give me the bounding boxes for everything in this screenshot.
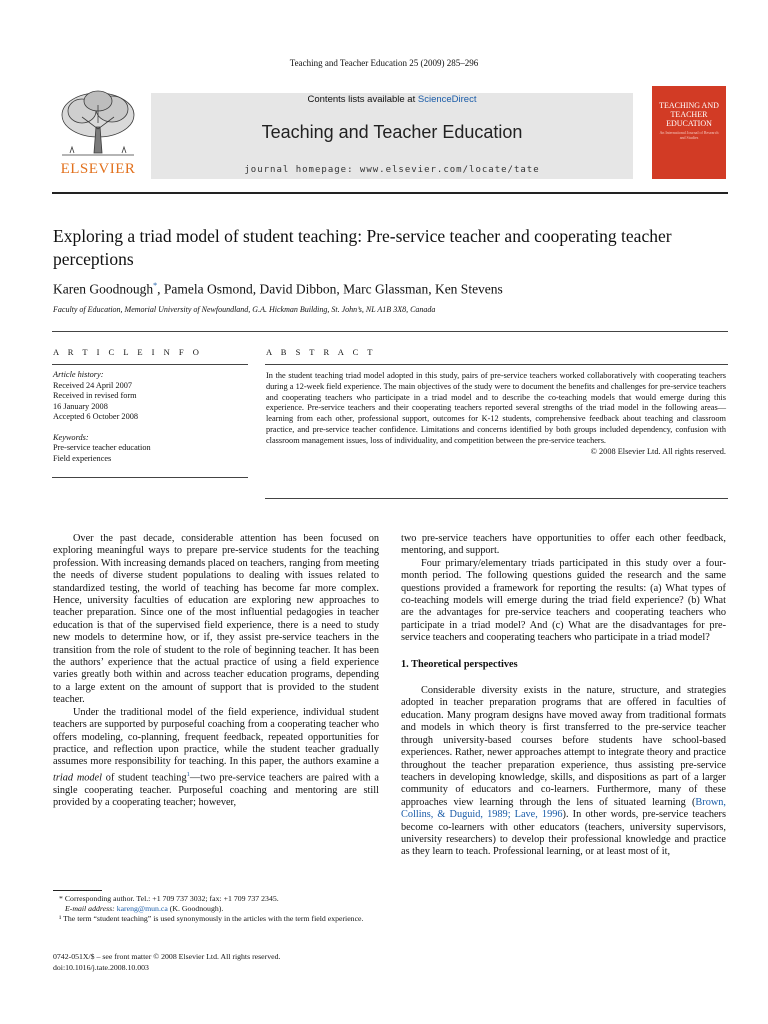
other-authors: , Pamela Osmond, David Dibbon, Marc Glassman, Ken Stevens — [157, 281, 503, 297]
text-run: —two pre-service teachers are paired with a single cooperating teacher. Purposeful coaching and mentoring are still provided by a cooperating teacher; however, — [53, 772, 379, 808]
text-run: Under the traditional model of the field experience, individual student teachers are supported by purposeful coaching from a cooperating teacher who offers modeling, co-planning, frequent feedback, repeated opportunities for practice, and reflection upon practice, while the student teacher gradually assumes more responsibility for teaching. In this paper, the authors examine a — [53, 706, 379, 768]
contents-prefix: Contents lists available at — [307, 94, 418, 105]
first-author: Karen Goodnough — [53, 281, 154, 297]
text-run: ). In other words, pre-service teachers become co-learners with other educators (teachers, university supervisors, university researchers) to develop their professional knowledge and practice as they learn to teach. Professional learning, or at least most of it, — [401, 809, 726, 858]
email-name: (K. Goodnough). — [167, 904, 224, 913]
footnote-rule — [53, 890, 102, 891]
sciencedirect-link[interactable]: ScienceDirect — [417, 94, 477, 105]
text-run: Considerable diversity exists in the nature, structure, and strategies adopted in teacher preparation programs that are offered in faculties of education. Many program designs have moved away from traditional formats and models in which theory is first transferred to the pre-service teacher through university-based courses before students have school-based experiences. Rather, newer approaches attempt to integrate theory and practice throughout the teacher preparation experience, thus assisting pre-service teachers in developing knowledge, skills, and dispositions as part of a larger community of educators and co-learners. Furthermore, many of these approaches view learning through the lens of situated learning ( — [401, 685, 726, 808]
journal-homepage-link[interactable]: journal homepage: www.elsevier.com/locate/tate — [244, 165, 540, 175]
article-info — [53, 370, 248, 464]
cover-title: TEACHING AND TEACHER EDUCATION — [659, 101, 719, 128]
journal-cover-image — [652, 86, 726, 179]
body-paragraph: two pre-service teachers have opportunities to offer each other feedback, mentoring, and support. — [401, 533, 726, 557]
publication-info — [53, 951, 280, 973]
body-paragraph — [53, 707, 379, 810]
history-item: Accepted 6 October 2008 — [53, 412, 139, 421]
doi-line[interactable]: doi:10.1016/j.tate.2008.10.003 — [53, 963, 149, 972]
text-run: of student teaching — [102, 772, 187, 784]
abstract-body: In the student teaching triad model adopted in this study, pairs of pre-service teachers worked collaboratively with cooperating teachers during a 12-week field experience. The main objectives of the study were to document the benefits and challenges for pre-service teachers and cooperating teachers who participate in a triad model and to describe the co-teaching models that would emerge during this experience. Pre-service teachers and their cooperating teachers reported several strengths of the triad model in the following areas—learning from each other, professional support, outcomes for K-12 students, comprehensive feedback about teaching and classroom practice, and pre-service teacher confidence. Limitations and concerns identified by both groups included dependency, confusion with classroom management issues, loss of individuality, and competition between the pre-service teachers. — [266, 371, 726, 445]
body-column-left — [53, 533, 379, 809]
text-emphasis: triad model — [53, 772, 102, 784]
history-item: 16 January 2008 — [53, 401, 108, 411]
divider — [265, 364, 728, 365]
article-info-heading: A R T I C L E I N F O — [53, 347, 203, 357]
elsevier-tree-logo — [52, 87, 144, 179]
corresponding-mark[interactable]: * — [153, 281, 158, 290]
issn-line: 0742-051X/$ – see front matter © 2008 Elsevier Ltd. All rights reserved. — [53, 952, 281, 961]
journal-reference: Teaching and Teacher Education 25 (2009) 285–296 — [289, 58, 479, 68]
affiliation: Faculty of Education, Memorial University of Newfoundland, G.A. Hickman Building, St. John’s, NL A1B 3X8, Canada — [53, 305, 436, 314]
keyword: Pre-service teacher education — [53, 443, 151, 452]
copyright: © 2008 Elsevier Ltd. All rights reserved. — [590, 446, 726, 456]
footnote-1: ¹ The term “student teaching” is used synonymously in the articles with the term field experience. — [59, 914, 364, 923]
history-label: Article history: — [53, 370, 104, 379]
abstract — [266, 371, 726, 457]
article-title: Exploring a triad model of student teaching: Pre-service teacher and cooperating teacher perceptions — [53, 226, 672, 269]
author-list — [53, 281, 503, 298]
elsevier-wordmark: ELSEVIER — [60, 161, 136, 177]
footnotes — [53, 894, 379, 924]
email-label: E-mail address: — [65, 904, 115, 913]
footnote-corresponding: * Corresponding author. Tel.: +1 709 737 3032; fax: +1 709 737 2345. — [59, 894, 279, 903]
keyword: Field experiences — [53, 453, 112, 463]
tree-icon — [52, 87, 144, 161]
cover-subtitle: An International Journal of Research and Studies — [659, 130, 719, 140]
abstract-heading: A B S T R A C T — [266, 347, 376, 357]
email-link[interactable]: kareng@mun.ca — [116, 904, 168, 913]
divider — [52, 364, 248, 365]
section-heading: 1. Theoretical perspectives — [401, 658, 518, 670]
journal-name: Teaching and Teacher Education — [261, 122, 523, 142]
body-paragraph — [401, 685, 726, 859]
keywords-label: Keywords: — [53, 432, 89, 442]
divider — [265, 498, 728, 499]
history-item: Received in revised form — [53, 391, 137, 400]
body-paragraph: Over the past decade, considerable attention has been focused on exploring meaningful ways to prepare pre-service students for the teaching profession. With increasing demands placed on teachers, ranging from meeting the needs of diverse student populations to dealing with issues related to standardized testing, the world of teaching has become far more complex. Hence, university faculties of education are exploring new approaches to teacher preparation. Since one of the most influential pedagogies in teacher education is that of the supervised field experience, there is a need to study new models to determine how, or if, they assist pre-service teachers in the transition from the role of student to the role of beginning teacher. It has been the authors’ experience that the actual practice of using a field experience varies greatly both within and across teacher education programs, depending to a large extent on the amount of support that is provided to the student teacher. — [53, 533, 379, 706]
divider — [52, 331, 728, 332]
citation-link[interactable]: Brown, Collins, & Duguid, 1989; Lave, 1996 — [401, 796, 726, 821]
footnote-link[interactable]: 1 — [186, 770, 190, 778]
body-column-right — [401, 533, 726, 859]
body-paragraph: Four primary/elementary triads participated in this study over a four-month period. The following questions guided the research and the same questions provided a framework for reporting the results: (a) What types of co-teaching models will emerge during the triad field experience? (b) What are the advantages for pre-service teachers and cooperating teachers who participate in a triad model? And (c) What are the disadvantages for pre-service teachers and cooperating teachers who participate in a triad model? — [401, 557, 726, 644]
contents-line — [151, 94, 633, 105]
divider — [52, 477, 248, 478]
footnote-email — [53, 904, 379, 914]
history-item: Received 24 April 2007 — [53, 380, 133, 390]
header-rule — [52, 192, 728, 194]
